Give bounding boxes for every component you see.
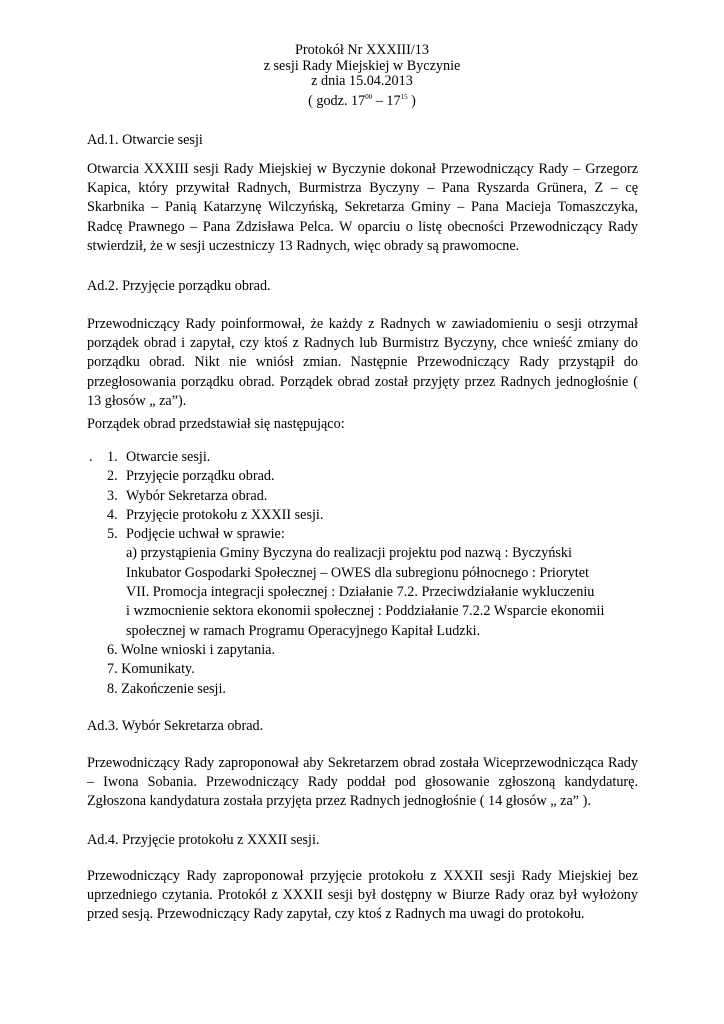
- list-item: 5. Podjęcie uchwał w sprawie:: [107, 526, 285, 543]
- list-item: 7. Komunikaty.: [107, 661, 195, 678]
- ad3-heading: Ad.3. Wybór Sekretarza obrad.: [87, 718, 264, 734]
- ad3-paragraph: Przewodniczący Rady zaproponował aby Sekretarzem obrad została Wiceprzewodnicząca Rady – Iwona Sobania. Przewodniczący Rady poddał pod głosowanie zgłoszoną kandydaturę. Zgłoszona kandydatura została przyjęta przez Radnych jednogłośnie ( 14 głosów „ za” ).: [87, 755, 638, 810]
- list-item: 3. Wybór Sekretarza obrad.: [107, 487, 268, 504]
- list-item: 4. Przyjęcie protokołu z XXXII sesji.: [107, 506, 324, 523]
- session-title: z sesji Rady Miejskiej w Byczynie: [263, 57, 461, 74]
- ad2-paragraph: Przewodniczący Rady poinformował, że każdy z Radnych w zawiadomieniu o sesji otrzymał porządek obrad i zapytał, czy ktoś z Radnych lub Burmistrz Byczyny, chce wnieść zmiany do porządku obrad. Nikt nie wniósł zmian. Następnie Przewodniczący Rady przystąpił do przegłosowania porządku obrad. Porządek obrad został przyjęty przez Radnych jednogłośnie ( 13 głosów „ za”).: [87, 316, 638, 409]
- sub-item-line: a) przystąpienia Gminy Byczyna do realizacji projektu pod nazwą : Byczyński: [126, 545, 572, 562]
- ad4-paragraph: Przewodniczący Rady zaproponował przyjęcie protokołu z XXXII sesji Rady Miejskiej bez uprzedniego czytania. Protokół z XXXII sesji był dostępny w Biurze Rady oraz był wyłożony przed sesją. Przewodniczący Rady zapytał, czy ktoś z Radnych ma uwagi do protokołu.: [87, 868, 638, 923]
- sub-item-line: VII. Promocja integracji społecznej : Działanie 7.2. Przeciwdziałanie wykluczeniu: [126, 584, 595, 601]
- list-item: 8. Zakończenie sesji.: [107, 680, 226, 697]
- list-item: 6. Wolne wnioski i zapytania.: [107, 641, 276, 658]
- agenda-list: [87, 448, 647, 699]
- sub-item-line: społecznej w ramach Programu Operacyjnego Kapitał Ludzki.: [126, 622, 481, 639]
- session-time: ( godz. $17^{00} - 17^{15}$ ): [308, 92, 416, 109]
- ad4-heading: Ad.4. Przyjęcie protokołu z XXXII sesji.: [87, 832, 320, 848]
- list-item: . 1. Otwarcie sesji.: [87, 448, 647, 467]
- sub-item-line: Inkubator Gospodarki Społecznej – OWES dla subregionu północnego : Priorytet: [126, 564, 589, 581]
- session-date: z dnia 15.04.2013: [311, 73, 413, 89]
- leading-dot: .: [89, 449, 93, 465]
- protocol-number: Protokół Nr XXXIII/13: [295, 42, 429, 58]
- ad2-heading: Ad.2. Przyjęcie porządku obrad.: [87, 278, 271, 294]
- ad1-paragraph: Otwarcia XXXIII sesji Rady Miejskiej w Byczynie dokonał Przewodniczący Rady – Grzegorz Kapica, który przywitał Radnych, Burmistrza Byczyny – Pana Ryszarda Grünera, Z – cę Skarbnika – Panią Katarzynę Wilczyńską, Sekretarza Gminy – Pana Macieja Tomaszczyka, Radcę Prawnego – Pana Zdzisława Pelca. W oparciu o listę obecności Przewodniczący Rady stwierdził, że w sesji uczestniczy 13 Radnych, więc obrady są prawomocne.: [87, 161, 638, 254]
- agenda-intro: Porządek obrad przedstawiał się następująco:: [87, 416, 345, 432]
- list-item: 2. Przyjęcie porządku obrad.: [107, 468, 275, 485]
- sub-item-line: i wzmocnienie sektora ekonomii społecznej : Poddziałanie 7.2.2 Wsparcie ekonomii: [126, 603, 605, 620]
- ad1-heading: Ad.1. Otwarcie sesji: [87, 132, 203, 148]
- protocol-header: [0, 43, 724, 109]
